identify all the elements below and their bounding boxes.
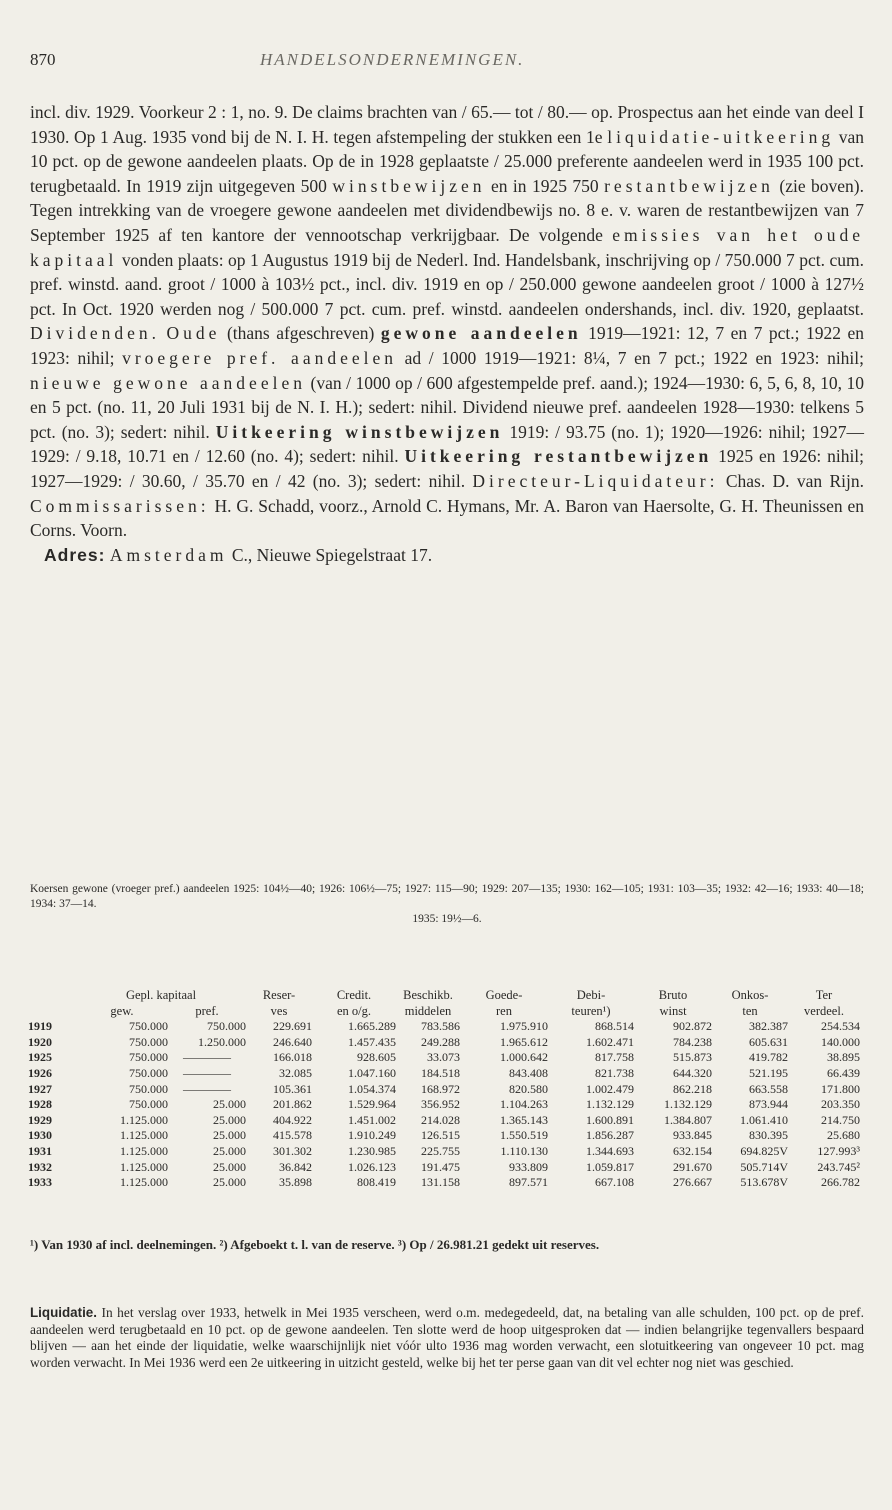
- table-cell: 105.361: [273, 1081, 312, 1096]
- row-year: 1919: [28, 1019, 52, 1034]
- table-cell: 1.125.000: [120, 1112, 168, 1127]
- column-subheader: pref.: [195, 1003, 219, 1018]
- table-cell: 419.782: [749, 1050, 788, 1065]
- table-cell: 191.475: [421, 1159, 460, 1174]
- table-cell: 750.000: [207, 1019, 246, 1034]
- table-header-row: [28, 988, 860, 1004]
- column-header: Debi-: [576, 988, 606, 1002]
- table-cell: 1.665.289: [348, 1019, 396, 1034]
- table-cell: 214.750: [821, 1112, 860, 1127]
- table-cell: 933.845: [673, 1128, 712, 1143]
- table-row: [28, 1144, 860, 1160]
- page-number: 870: [30, 50, 56, 69]
- table-cell: 382.387: [749, 1019, 788, 1034]
- column-subheader: winst: [659, 1003, 687, 1018]
- table-cell: 1.457.435: [348, 1034, 396, 1049]
- table-cell: 808.419: [357, 1175, 396, 1190]
- table-cell: 750.000: [129, 1019, 168, 1034]
- table-cell: 515.873: [673, 1050, 712, 1065]
- row-year: 1927: [28, 1081, 52, 1096]
- table-cell: 783.586: [421, 1019, 460, 1034]
- address-line: Adres: Amsterdam C., Nieuwe Spiegelstraat 17.: [44, 544, 433, 565]
- row-year: 1930: [28, 1128, 52, 1143]
- column-header: Credit.: [336, 988, 372, 1002]
- column-header: Gepl. kapitaal: [125, 988, 197, 1002]
- table-cell: 750.000: [129, 1065, 168, 1080]
- company-paragraph: incl. div. 1929. Voorkeur 2 : 1, no. 9. De claims brachten van / 65.— tot / 80.— op. Prospectus aan het einde van deel I 1930. Op 1 Aug. 1935 vond bij de N. I. H. tegen afstempeling der stukken een 1e liquidatie-uitkeering van 10 pct. op de gewone aandeelen plaats. Op de in 1928 geplaatste / 25.000 preferente aandeelen werd in 1935 100 pct. terugbetaald. In 1919 zijn uitgegeven 500 winstbewijzen en in 1925 750 restantbewijzen (zie boven). Tegen intrekking van de vroegere gewone aandeelen met dividendbewijs no. 8 e. v. waren de restantbewijzen van 7 September 1925 af ten kantore der vennootschap verkrijgbaar. De volgende emissies van het oude kapitaal vonden plaats: op 1 Augustus 1919 bij de Nederl. Ind. Handelsbank, inschrijving op / 750.000 7 pct. cum. pref. winstd. aand. groot / 1000 à 103½ pct., incl. div. 1919 en op / 250.000 gewone aandeelen groot / 1000 à 127½ pct. In Oct. 1920 werden nog / 500.000 7 pct. cum. pref. winstd. aandeelen ondershands, incl. div. 1920, geplaatst. Dividenden. Oude (thans afgeschreven) gewone aandeelen 1919—1921: 12, 7 en 7 pct.; 1922 en 1923: nihil; vroegere pref. aandeelen ad / 1000 1919—1921: 8¼, 7 en 7 pct.; 1922 en 1923: nihil; nieuwe gewone aandeelen (van / 1000 op / 600 afgestempelde pref. aand.); 1924—1930: 6, 5, 6, 8, 10, 10 en 5 pct. (no. 11, 20 Juli 1931 bij de N. I. H.); sedert: nihil. Dividend nieuwe pref. aandeelen 1928—1930: telkens 5 pct. (no. 3); sedert: nihil. Uitkeering winstbewijzen 1919: / 93.75 (no. 1); 1920—1926: nihil; 1927—1929: / 9.18, 10.71 en / 12.60 (no. 4); sedert: nihil. Uitkeering restantbewijzen 1925 en 1926: nihil; 1927—1929: / 30.60, / 35.70 en / 42 (no. 3); sedert: nihil. Directeur-Liquidateur: Chas. D. van Rijn. Commissarissen: H. G. Schadd, voorz., Arnold C. Hymans, Mr. A. Baron van Haersolte, G. H. Theunissen en Corns. Voorn.: [30, 102, 865, 541]
- table-cell: 1.910.249: [348, 1128, 396, 1143]
- table-cell: 750.000: [129, 1034, 168, 1049]
- page-header: [30, 50, 862, 74]
- table-cell: 36.842: [279, 1159, 312, 1174]
- table-cell: 25.680: [827, 1128, 860, 1143]
- table-cell: 131.158: [421, 1175, 460, 1190]
- table-cell: 1.026.123: [348, 1159, 396, 1174]
- table-cell: 25.000: [213, 1097, 246, 1112]
- table-cell: 1.132.129: [586, 1097, 634, 1112]
- share-prices: Koersen gewone (vroeger pref.) aandeelen 1925: 104½—40; 1926: 106½—75; 1927: 115—90; 1929: 207—135; 1930: 162—105; 1931: 103—35; 1932: 42—16; 1933: 40—18; 1934: 37—14. 1935: 19½—6.: [30, 883, 864, 925]
- table-cell: 246.640: [273, 1034, 312, 1049]
- row-year: 1929: [28, 1112, 52, 1127]
- row-year: 1926: [28, 1065, 52, 1080]
- table-cell: 1.384.807: [664, 1112, 712, 1127]
- table-cell: 404.922: [273, 1112, 312, 1127]
- table-row: [28, 1128, 860, 1144]
- column-header: [28, 988, 76, 1004]
- column-subheader: verdeel.: [804, 1003, 844, 1018]
- column-subheader: gew.: [110, 1003, 134, 1018]
- table-cell: 505.714V: [740, 1159, 788, 1174]
- table-cell: 663.558: [749, 1081, 788, 1096]
- table-cell: 415.578: [273, 1128, 312, 1143]
- table-cell: 902.872: [673, 1019, 712, 1034]
- table-cell: 694.825V: [740, 1143, 788, 1158]
- table-row: [28, 1035, 860, 1051]
- column-header: Bruto: [658, 988, 688, 1002]
- table-subheader-row: [28, 1004, 860, 1020]
- column-header: Beschikb.: [403, 988, 453, 1002]
- table-cell: 32.085: [279, 1065, 312, 1080]
- column-header: Goede-: [485, 988, 523, 1002]
- table-cell: ————: [183, 1065, 231, 1080]
- table-cell: 1.125.000: [120, 1175, 168, 1190]
- table-cell: 266.782: [821, 1175, 860, 1190]
- row-year: 1932: [28, 1159, 52, 1174]
- table-cell: 644.320: [673, 1065, 712, 1080]
- table-cell: 1.365.143: [500, 1112, 548, 1127]
- column-subheader: ves: [270, 1003, 288, 1018]
- table-cell: 291.670: [673, 1159, 712, 1174]
- table-cell: 750.000: [129, 1081, 168, 1096]
- table-cell: 1.047.160: [348, 1065, 396, 1080]
- row-year: 1925: [28, 1050, 52, 1065]
- financial-table: [28, 988, 860, 1191]
- table-cell: 784.238: [673, 1034, 712, 1049]
- table-cell: 166.018: [273, 1050, 312, 1065]
- table-cell: 513.678V: [740, 1175, 788, 1190]
- table-cell: 276.667: [673, 1175, 712, 1190]
- column-header: Onkos-: [731, 988, 769, 1002]
- table-cell: 1.600.891: [586, 1112, 634, 1127]
- table-cell: 1.965.612: [500, 1034, 548, 1049]
- table-cell: 1.250.000: [198, 1034, 246, 1049]
- liquidation-label: Liquidatie.: [30, 1305, 97, 1320]
- table-cell: 225.755: [421, 1143, 460, 1158]
- table-cell: ————: [183, 1050, 231, 1065]
- column-subheader: en o/g.: [336, 1003, 372, 1018]
- table-row: [28, 1160, 860, 1176]
- table-cell: 1.451.002: [348, 1112, 396, 1127]
- table-body: [28, 988, 860, 1191]
- table-cell: 667.108: [595, 1175, 634, 1190]
- table-cell: 127.993³: [817, 1143, 860, 1158]
- table-cell: 140.000: [821, 1034, 860, 1049]
- row-year: 1928: [28, 1097, 52, 1112]
- table-cell: 25.000: [213, 1128, 246, 1143]
- table-cell: 1.002.479: [586, 1081, 634, 1096]
- table-row: [28, 1066, 860, 1082]
- table-cell: 1.054.374: [348, 1081, 396, 1096]
- table-cell: 203.350: [821, 1097, 860, 1112]
- table-cell: 830.395: [749, 1128, 788, 1143]
- table-cell: ————: [183, 1081, 231, 1096]
- table-cell: 1.125.000: [120, 1143, 168, 1158]
- table-cell: 1.125.000: [120, 1159, 168, 1174]
- table-cell: 843.408: [509, 1065, 548, 1080]
- liquidation-paragraph: Liquidatie. In het verslag over 1933, hetwelk in Mei 1935 verscheen, werd o.m. medegedeeld, dat, na betaling van alle schulden, 100 pct. op de pref. aandeelen werd terugbetaald en 10 pct. op de gewone aandeelen. Ten slotte werd de hoop uitgesproken dat — indien belangrijke tegenvallers bespaard blijven — aan het einde der liquidatie, welke waarschijnlijk niet vóór ulto 1936 mag worden verwacht, een slotuitkeering van ongeveer 10 pct. mag worden verwacht. In Mei 1936 werd een 2e uitkeering in uitzicht gesteld, welke bij het ter perse gaan van dit vel echter nog niet was geschied.: [30, 1305, 864, 1370]
- table-cell: 1.550.519: [500, 1128, 548, 1143]
- table-cell: 35.898: [279, 1175, 312, 1190]
- column-subheader: teuren¹): [571, 1003, 611, 1018]
- table-cell: 25.000: [213, 1159, 246, 1174]
- table-cell: 25.000: [213, 1175, 246, 1190]
- table-cell: 605.631: [749, 1034, 788, 1049]
- table-cell: 1.344.693: [586, 1143, 634, 1158]
- table-cell: 1.104.263: [500, 1097, 548, 1112]
- table-cell: 126.515: [421, 1128, 460, 1143]
- table-cell: 38.895: [827, 1050, 860, 1065]
- table-cell: 25.000: [213, 1143, 246, 1158]
- table-cell: 1.975.910: [500, 1019, 548, 1034]
- table-row: [28, 1113, 860, 1129]
- table-cell: 184.518: [421, 1065, 460, 1080]
- table-cell: 873.944: [749, 1097, 788, 1112]
- table-cell: 750.000: [129, 1097, 168, 1112]
- table-cell: 817.758: [595, 1050, 634, 1065]
- table-cell: 229.691: [273, 1019, 312, 1034]
- table-cell: 1.602.471: [586, 1034, 634, 1049]
- table-cell: 821.738: [595, 1065, 634, 1080]
- table-cell: 249.288: [421, 1034, 460, 1049]
- column-subheader: middelen: [404, 1003, 452, 1018]
- table-cell: 632.154: [673, 1143, 712, 1158]
- table-cell: 928.605: [357, 1050, 396, 1065]
- table-cell: 356.952: [421, 1097, 460, 1112]
- table-cell: 1.132.129: [664, 1097, 712, 1112]
- table-cell: 1.230.985: [348, 1143, 396, 1158]
- table-row: [28, 1175, 860, 1191]
- table-cell: 897.571: [509, 1175, 548, 1190]
- table-cell: 933.809: [509, 1159, 548, 1174]
- table-row: [28, 1097, 860, 1113]
- address-label: Adres:: [44, 544, 106, 565]
- table-cell: 1.856.287: [586, 1128, 634, 1143]
- table-cell: 243.745²: [817, 1159, 860, 1174]
- row-year: 1931: [28, 1143, 52, 1158]
- table-row: [28, 1050, 860, 1066]
- table-row: [28, 1019, 860, 1035]
- row-year: 1933: [28, 1175, 52, 1190]
- table-cell: 862.218: [673, 1081, 712, 1096]
- table-cell: 201.862: [273, 1097, 312, 1112]
- table-footnotes: ¹) Van 1930 af incl. deelnemingen. ²) Afgeboekt t. l. van de reserve. ³) Op / 26.981.21 gedekt uit reserves.: [30, 1237, 600, 1252]
- column-header: Ter: [815, 988, 833, 1002]
- table-cell: 868.514: [595, 1019, 634, 1034]
- table-cell: 1.110.130: [500, 1143, 548, 1158]
- column-subheader: ren: [496, 1003, 512, 1018]
- main-text: [30, 100, 864, 567]
- table-row: [28, 1082, 860, 1098]
- column-subheader: [28, 1004, 76, 1020]
- column-header: Reser-: [262, 988, 296, 1002]
- table-cell: 254.534: [821, 1019, 860, 1034]
- row-year: 1920: [28, 1034, 52, 1049]
- table-cell: 168.972: [421, 1081, 460, 1096]
- table-cell: 820.580: [509, 1081, 548, 1096]
- table-cell: 750.000: [129, 1050, 168, 1065]
- table-cell: 301.302: [273, 1143, 312, 1158]
- table-cell: 1.125.000: [120, 1128, 168, 1143]
- table-cell: 214.028: [421, 1112, 460, 1127]
- running-title: HANDELSONDERNEMINGEN.: [260, 50, 525, 69]
- table-cell: 171.800: [821, 1081, 860, 1096]
- table-cell: 33.073: [427, 1050, 460, 1065]
- table-cell: 1.061.410: [740, 1112, 788, 1127]
- table-cell: 521.195: [749, 1065, 788, 1080]
- table-cell: 66.439: [827, 1065, 860, 1080]
- table-cell: 25.000: [213, 1112, 246, 1127]
- table-cell: 1.000.642: [500, 1050, 548, 1065]
- table-cell: 1.529.964: [348, 1097, 396, 1112]
- table-cell: 1.059.817: [586, 1159, 634, 1174]
- column-subheader: ten: [742, 1003, 758, 1018]
